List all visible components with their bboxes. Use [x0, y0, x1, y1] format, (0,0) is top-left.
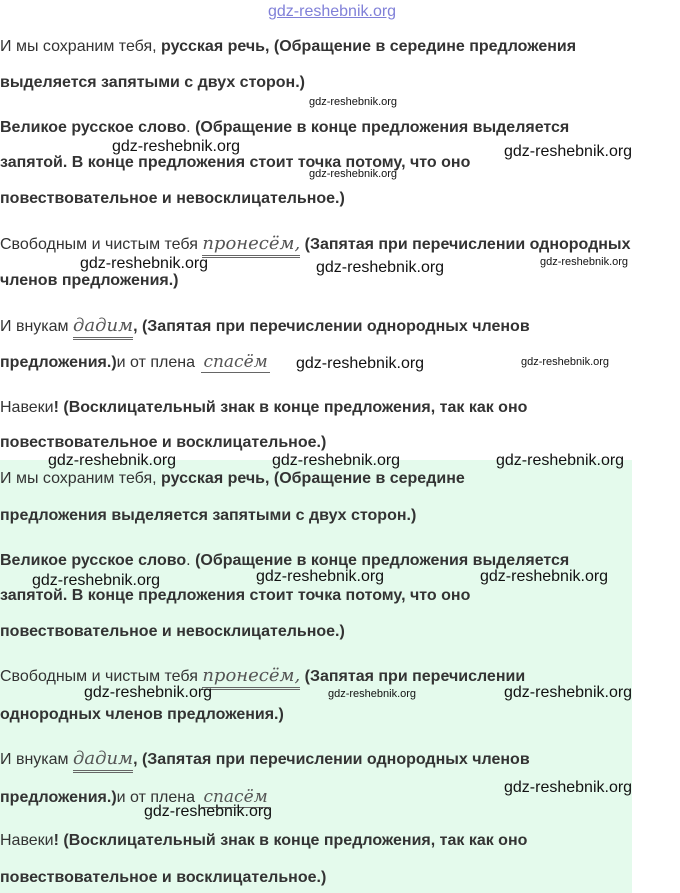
plain-text: .: [186, 552, 196, 569]
watermark-text: gdz-reshebnik.org: [256, 568, 385, 585]
text-line: [0, 749, 530, 773]
watermark-text: gdz-reshebnik.org: [309, 96, 398, 108]
predicate-word: спасём: [203, 787, 268, 807]
watermark-text: gdz-reshebnik.org: [48, 452, 177, 469]
bold-text: (Запятая при перечислении однородных: [300, 236, 631, 253]
plain-text: И мы сохраним тебя,: [0, 38, 162, 55]
predicate-word: дадим: [73, 749, 133, 773]
text-line: [0, 666, 525, 690]
bold-text: ! (Восклицательный знак в конце предложения, так как оно: [53, 832, 528, 849]
plain-text: Навеки: [0, 399, 54, 416]
plain-text: И внукам: [0, 318, 73, 335]
text-line: [0, 189, 345, 209]
watermark-text: gdz-reshebnik.org: [144, 803, 273, 820]
plain-text: .: [186, 119, 196, 136]
bold-text: , (Запятая при перечислении однородных членов: [133, 751, 530, 768]
bold-text: предложения.): [0, 354, 117, 371]
plain-text: Свободным и чистым тебя: [0, 236, 203, 253]
text-line: [0, 705, 284, 725]
text-line: [0, 316, 530, 340]
bold-text: предложения.): [0, 789, 117, 806]
text-line: [0, 271, 179, 291]
bold-text: запятой. В конце предложения стоит точка потому, что оно: [0, 587, 471, 604]
watermark-text: gdz-reshebnik.org: [309, 168, 398, 180]
bold-text: членов предложения.): [0, 272, 179, 289]
watermark-text: gdz-reshebnik.org: [80, 255, 209, 272]
bold-text: русская речь, (Обращение в середине предложения: [161, 38, 577, 55]
text-line: [0, 506, 416, 526]
text-line: [0, 118, 569, 138]
predicate-word: спасём: [203, 352, 268, 372]
plain-text: и от плена: [116, 789, 200, 806]
plain-text: Свободным и чистым тебя: [0, 668, 203, 685]
bold-text: выделяется запятыми с двух сторон.): [0, 74, 305, 91]
predicate-word: дадим: [73, 316, 133, 340]
bold-text: (Обращение в конце предложения выделяется: [195, 552, 570, 569]
plain-text: И внукам: [0, 751, 73, 768]
text-line: [0, 398, 527, 418]
bold-text: запятой. В конце предложения стоит точка потому, что оно: [0, 154, 471, 171]
watermark-text: gdz-reshebnik.org: [504, 143, 633, 160]
plain-text: и от плена: [116, 354, 200, 371]
text-line: [0, 433, 326, 453]
bold-text: русская речь, (Обращение в середине: [161, 470, 465, 487]
watermark-text: gdz-reshebnik.org: [84, 684, 213, 701]
bold-text: (Обращение в конце предложения выделяется: [195, 119, 570, 136]
watermark-text: gdz-reshebnik.org: [480, 568, 609, 585]
watermark-text: gdz-reshebnik.org: [112, 138, 241, 155]
predicate-word: пронесём,: [202, 666, 300, 690]
bold-text: Великое русское слово: [0, 119, 187, 136]
text-line: [0, 73, 305, 93]
watermark-text: gdz-reshebnik.org: [272, 452, 401, 469]
text-line: [0, 352, 270, 373]
watermark-text: gdz-reshebnik.org: [496, 452, 625, 469]
text-line: [0, 153, 470, 173]
bold-text: повествовательное и восклицательное.): [0, 869, 327, 886]
watermark-text: gdz-reshebnik.org: [540, 256, 629, 268]
text-line: [0, 831, 527, 851]
bold-text: повествовательное и невосклицательное.): [0, 190, 345, 207]
bold-text: , (Запятая при перечислении однородных членов: [133, 318, 530, 335]
watermark-text: gdz-reshebnik.org: [32, 572, 161, 589]
watermark-text: gdz-reshebnik.org: [296, 355, 425, 372]
predicate-word: пронесём,: [202, 234, 300, 258]
plain-text: И мы сохраним тебя,: [0, 470, 162, 487]
text-line: [0, 37, 576, 57]
site-watermark-link[interactable]: gdz-reshebnik.org: [268, 3, 397, 20]
watermark-text: gdz-reshebnik.org: [316, 259, 445, 276]
watermark-text: gdz-reshebnik.org: [504, 684, 633, 701]
bold-text: повествовательное и невосклицательное.): [0, 623, 345, 640]
watermark-text: gdz-reshebnik.org: [504, 779, 633, 796]
watermark-text: gdz-reshebnik.org: [328, 688, 417, 700]
bold-text: повествовательное и восклицательное.): [0, 434, 327, 451]
bold-text: ! (Восклицательный знак в конце предложения, так как оно: [53, 399, 528, 416]
plain-text: Навеки: [0, 832, 54, 849]
bold-text: однородных членов предложения.): [0, 706, 284, 723]
bold-text: предложения выделяется запятыми с двух сторон.): [0, 507, 417, 524]
bold-text: Великое русское слово: [0, 552, 187, 569]
text-line: [0, 868, 326, 888]
bold-text: (Запятая при перечислении: [300, 668, 526, 685]
text-line: [0, 469, 465, 489]
watermark-text: gdz-reshebnik.org: [521, 356, 610, 368]
text-line: [0, 622, 345, 642]
